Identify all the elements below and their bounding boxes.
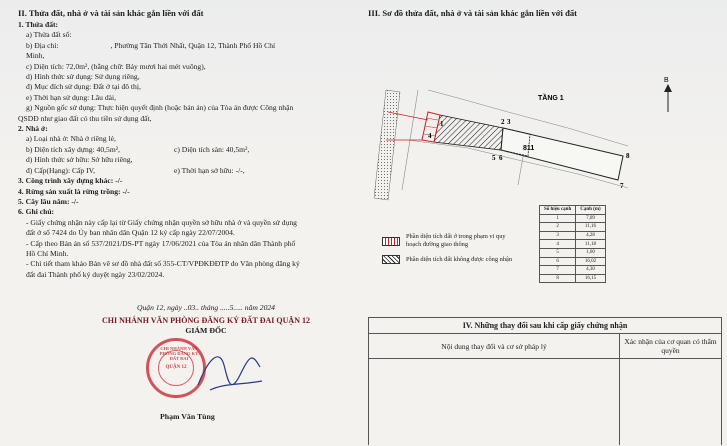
section-title-iii: III. Sơ đồ thửa đất, nhà ở và tài sản khác gắn liền với đất (368, 8, 578, 18)
col-edge-id: Số hiệu cạnh (540, 206, 576, 215)
point-2: 2 (501, 118, 505, 126)
house-heading: 2. Nhà ở: (18, 124, 48, 134)
col-edge-length: Cạnh (m) (576, 206, 605, 215)
edge-id: 5 (540, 248, 576, 257)
point-5: 5 (492, 154, 496, 162)
table-row (540, 266, 606, 275)
perennial-trees: 5. Cây lâu năm: -/- (18, 196, 79, 206)
legend-item-unrecognized (382, 255, 516, 264)
changes-body (369, 359, 721, 445)
note-line-6: đất đai Thành phố ký duyệt ngày 23/02/2024. (26, 269, 165, 279)
edge-length: 4,28 (576, 231, 605, 240)
parcel-number-label: 811 (523, 145, 535, 152)
legend-item-planning (382, 233, 516, 249)
edge-id: 6 (540, 257, 576, 266)
diagram-legend (382, 233, 516, 270)
parcel-diagram (368, 20, 708, 210)
parcel-area: c) Diện tích: 72,0m², (bằng chữ: Bảy mươi hai mét vuông), (26, 61, 206, 71)
note-line-2: đất ở số 7424 do Ủy ban nhân dân Quận 12 ký cấp ngày 22/07/2004. (26, 228, 235, 238)
edge-id: 4 (540, 240, 576, 249)
point-1: 1 (440, 120, 444, 128)
edge-length-table (539, 205, 606, 283)
edge-id: 7 (540, 266, 576, 275)
legend-unrecognized-text: Phần diện tích đất không được công nhận (406, 255, 513, 263)
planted-forest: 4. Rừng sản xuất là rừng trồng: -/- (18, 186, 130, 196)
note-line-4: Hồ Chí Minh. (26, 248, 69, 258)
table-row (540, 231, 606, 240)
changes-col-confirm: Xác nhận của cơ quan có thẩm quyền (624, 337, 717, 355)
parcel-heading: 1. Thửa đất: (18, 20, 59, 29)
table-row (540, 223, 606, 232)
house-built-area: b) Diện tích xây dựng: 40,5m², (26, 144, 120, 154)
parcel-purpose: đ) Mục đích sử dụng: Đất ở tại đô thị, (26, 82, 141, 92)
parcel-usage-form: d) Hình thức sử dụng: Sử dụng riêng, (26, 72, 140, 82)
legend-planning-text: Phần diện tích đất ở trong phạm vi quy hoạch đường giao thông (406, 233, 506, 248)
point-7: 7 (620, 182, 624, 190)
house-ownership: d) Hình thức sở hữu: Sở hữu riêng, (26, 155, 133, 165)
floor-label: TẦNG 1 (538, 95, 564, 102)
edge-id: 2 (540, 223, 576, 232)
changes-col-content: Nội dung thay đổi và cơ sở pháp lý (369, 334, 620, 358)
signer-name: Phạm Văn Tùng (160, 412, 215, 421)
house-type: a) Loại nhà ở: Nhà ở riêng lẻ, (26, 134, 116, 144)
issuing-office: CHI NHÁNH VĂN PHÒNG ĐĂNG KÝ ĐẤT ĐAI QUẬN 12 (102, 316, 310, 325)
parcel-number: a) Thửa đất số: (26, 30, 72, 40)
parcel-origin: g) Nguồn gốc sử dụng: Thực hiện quyết định (hoặc bản án) của Tòa án được Công nhận (26, 103, 294, 113)
edge-length: 7,09 (576, 214, 605, 223)
table-row (540, 248, 606, 257)
changes-header-row (369, 334, 721, 359)
table-row (540, 240, 606, 249)
parcel-term: e) Thời hạn sử dụng: Lâu dài, (26, 92, 117, 102)
other-works: 3. Công trình xây dựng khác: -/- (18, 176, 123, 186)
house-floor-area: c) Diện tích sàn: 40,5m², (174, 144, 250, 154)
parcel-address (18, 41, 356, 51)
edge-length: 16,15 (576, 274, 605, 283)
house-grade: đ) Cấp(Hạng): Cấp IV, (26, 165, 96, 175)
seal-center: QUẬN 12 (158, 350, 194, 386)
land-info-section (18, 6, 356, 280)
table-row (540, 274, 606, 283)
table-row (540, 257, 606, 266)
house-term: e) Thời hạn sở hữu: -/-, (174, 165, 245, 175)
edge-length: 1,60 (576, 248, 605, 257)
point-4: 4 (428, 132, 432, 140)
signature-block (96, 303, 316, 335)
note-line-3: - Cấp theo Bản án số 537/2021/DS-PT ngày 17/06/2021 của Tòa án nhân dân Thành phố (26, 238, 296, 248)
point-3: 3 (507, 118, 511, 126)
table-header-row (540, 206, 606, 215)
edge-length: 11,18 (576, 240, 605, 249)
diagram-section-title-wrap (368, 6, 720, 20)
handwritten-signature (190, 345, 270, 405)
north-label: B (664, 77, 669, 84)
section-title-ii: II. Thửa đất, nhà ở và tài sản khác gắn liền với đất (18, 8, 204, 18)
seal-ring-text: CHI NHÁNH VĂN PHÒNG ĐĂNG KÝ ĐẤT ĐAI (159, 346, 199, 361)
changes-table (368, 317, 722, 445)
edge-id: 8 (540, 274, 576, 283)
point-6: 6 (499, 154, 503, 162)
table-row (540, 214, 606, 223)
changes-title: IV. Những thay đổi sau khi cấp giấy chứng nhận (369, 318, 721, 334)
parcel-origin-cont: QSDĐ như giao đất có thu tiền sử dụng đất, (18, 113, 152, 123)
director-title: GIÁM ĐỐC (185, 326, 227, 335)
house-areas (18, 145, 356, 155)
address-label: b) Địa chỉ: (26, 40, 59, 50)
edge-id: 1 (540, 214, 576, 223)
edge-id: 3 (540, 231, 576, 240)
note-line-1: - Giấy chứng nhận này cấp lại từ Giấy chứng nhận quyền sở hữu nhà ở và quyền sử dụng (26, 217, 297, 227)
unrecognized-swatch-icon (382, 255, 400, 264)
changes-body-cell-content (369, 359, 620, 445)
house-grade-term (18, 166, 356, 176)
note-line-5: - Chỉ tiết tham khảo Bản vẽ sơ đồ nhà đất số 355-CT/VPĐKĐĐTP do Văn phòng đăng ký (26, 259, 300, 269)
address-value: , Phường Tân Thới Nhất, Quận 12, Thành Phố Hồ Chí (110, 40, 276, 50)
edge-length: 16,02 (576, 257, 605, 266)
edge-length: 11,16 (576, 223, 605, 232)
point-8: 8 (626, 152, 630, 160)
planning-swatch-icon (382, 237, 400, 246)
parcel-address-cont: Minh, (26, 51, 45, 61)
edge-length: 4,30 (576, 266, 605, 275)
notes-heading: 6. Ghi chú: (18, 207, 55, 217)
issue-date: Quận 12, ngày ..03.. tháng .....5..... năm 2024 (137, 303, 275, 312)
